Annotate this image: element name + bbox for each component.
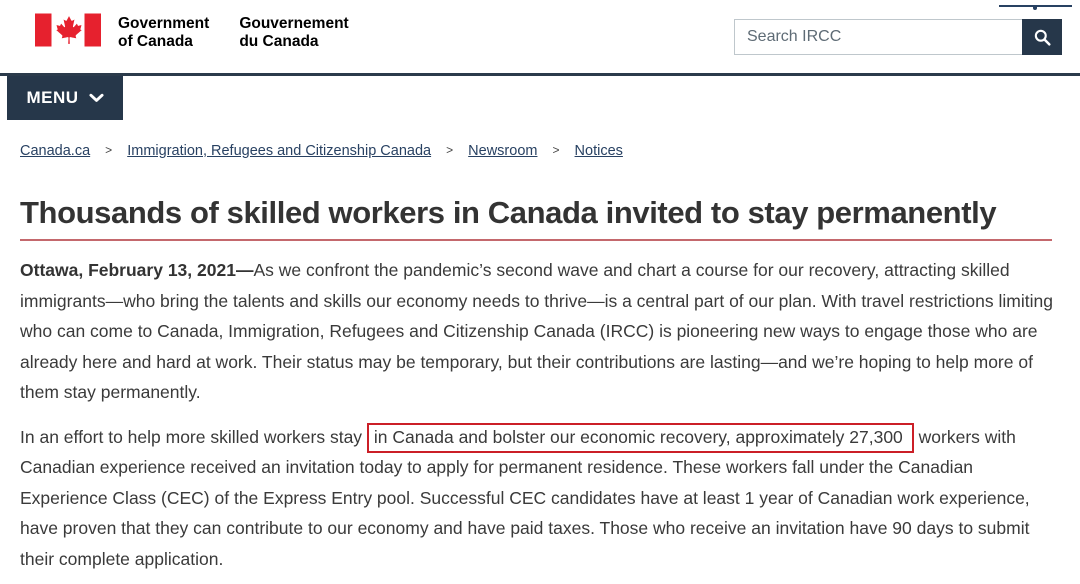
paragraph-2 bbox=[20, 422, 1060, 575]
breadcrumb-newsroom[interactable]: Newsroom bbox=[468, 143, 538, 159]
truncated-link-descender bbox=[1033, 6, 1037, 10]
breadcrumb-separator: > bbox=[552, 143, 560, 157]
paragraph-2-after: workers with Canadian experience received an invitation today to apply for permanent residence. These workers fall under the Canadian Experience Class (CEC) of the Express Entry pool. Successful CEC candidates have at least 1 year of Canadian work experience, have proven that they can contribute to our economy and have paid taxes. Those who receive an invitation have 90 days to submit their complete application. bbox=[20, 426, 1030, 569]
page-title: Thousands of skilled workers in Canada invited to stay permanently bbox=[20, 195, 997, 230]
search-input[interactable] bbox=[734, 19, 1022, 55]
search-button[interactable] bbox=[1022, 19, 1062, 55]
breadcrumb bbox=[20, 143, 1060, 159]
article bbox=[0, 196, 1080, 574]
paragraph-1 bbox=[20, 255, 1060, 408]
chevron-down-icon bbox=[89, 93, 104, 103]
menu-label: MENU bbox=[26, 88, 79, 107]
canada-flag-icon bbox=[35, 13, 101, 47]
breadcrumb-canada-ca[interactable]: Canada.ca bbox=[20, 143, 91, 159]
paragraph-1-text: As we confront the pandemic’s second wave and chart a course for our recovery, attracting skilled immigrants—who bring the talents and skills our economy needs to thrive—is a central part of our plan. With travel restrictions limiting who can come to Canada, Immigration, Refugees and Citizenship Canada (IRCC) is pioneering new ways to engage those who are already here and hard at work. Their status may be temporary, but their contributions are lasting—and we’re hoping to help more of them stay permanently. bbox=[20, 260, 1053, 403]
breadcrumb-separator: > bbox=[446, 143, 454, 157]
truncated-top-link[interactable] bbox=[999, 0, 1072, 7]
magnifier-icon bbox=[1033, 28, 1052, 47]
site-header bbox=[0, 0, 1080, 73]
paragraph-2-before: In an effort to help more skilled workers stay bbox=[20, 426, 367, 447]
fip-department-text bbox=[118, 13, 349, 51]
breadcrumb-ircc[interactable]: Immigration, Refugees and Citizenship Canada bbox=[127, 143, 432, 159]
breadcrumb-notices[interactable]: Notices bbox=[574, 143, 623, 159]
main-menu-band bbox=[0, 73, 1080, 117]
title-red-rule bbox=[20, 239, 1052, 241]
breadcrumb-separator: > bbox=[105, 143, 113, 157]
government-of-canada-wordmark[interactable] bbox=[35, 13, 349, 51]
site-search bbox=[734, 19, 1062, 55]
fip-french: Gouvernement du Canada bbox=[239, 15, 349, 50]
red-annotation-box: in Canada and bolster our economic recovery, approximately 27,300 bbox=[367, 423, 914, 453]
dateline: Ottawa, February 13, 2021— bbox=[20, 260, 254, 281]
fip-english: Government of Canada bbox=[118, 15, 210, 50]
menu-button[interactable] bbox=[7, 76, 123, 120]
